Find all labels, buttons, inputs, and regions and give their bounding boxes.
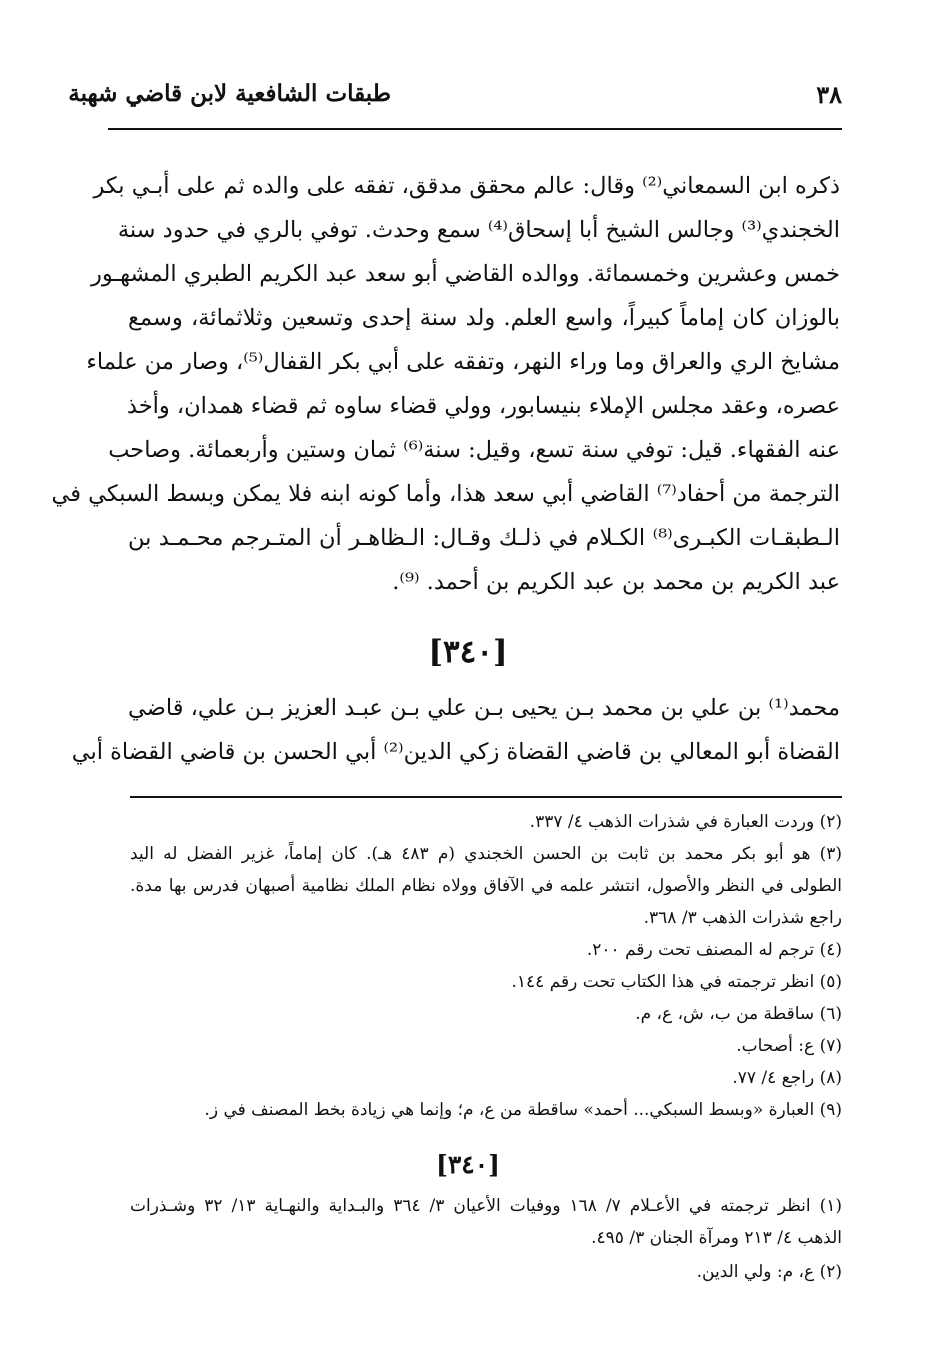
body-text-line: الترجمة من أحفاد⁽⁷⁾ القاضي أبي سعد هذا، وأما كونه ابنه فلا يمكن وبسط السبكي في	[51, 481, 840, 507]
page-number: ٣٨	[816, 80, 842, 109]
entry-text-line: القضاة أبو المعالي بن قاضي القضاة زكي الدين⁽²⁾ أبي الحسن بن قاضي القضاة أبي	[71, 739, 840, 765]
footnote-entry-number: [٣٤٠]	[436, 1150, 500, 1179]
footnote-rule	[130, 796, 842, 798]
footnote-line: (٥) انظر ترجمته في هذا الكتاب تحت رقم ١٤٤.	[511, 972, 842, 992]
footnote-line: (١) انظر ترجمته في الأعـلام ٧/ ١٦٨ ووفيات الأعيان ٣/ ٣٦٤ والبـداية والنهـاية ١٣/ ٣٢ وشـذرات	[130, 1196, 843, 1216]
body-text-line: الـطبقـات الكبـرى⁽⁸⁾ الكـلام في ذلـك وقـال: الـظاهـر أن المتـرجم محـمـد بن	[128, 525, 840, 551]
body-text-line: عبد الكريم بن محمد بن عبد الكريم بن أحمد. ⁽⁹⁾.	[392, 569, 840, 595]
footnote-line: (٢) ع، م: ولي الدين.	[696, 1262, 842, 1282]
body-text-line: خمس وعشرين وخمسمائة. ووالده القاضي أبو سعد عبد الكريم الطبري المشهـور	[90, 261, 840, 287]
footnote-line: (٨) راجع ٤/ ٧٧.	[732, 1068, 842, 1088]
footnote-line: (٢) وردت العبارة في شذرات الذهب ٤/ ٣٣٧.	[529, 812, 842, 832]
footnote-line: (٦) ساقطة من ب، ش، ع، م.	[635, 1004, 842, 1024]
footnote-line: راجع شذرات الذهب ٣/ ٣٦٨.	[643, 908, 842, 928]
body-text-line: ذكره ابن السمعاني⁽²⁾ وقال: عالم محقق مدقق، تفقه على والده ثم على أبـي بكر	[93, 173, 840, 199]
header-rule	[108, 128, 842, 130]
running-header-title: طبقات الشافعية لابن قاضي شهبة	[68, 80, 391, 107]
body-text-line: الخجندي⁽³⁾ وجالس الشيخ أبا إسحاق⁽⁴⁾ سمع وحدث. توفي بالري في حدود سنة	[117, 217, 840, 243]
footnote-line: الطولى في النظر والأصول، انتشر علمه في الآفاق وولاه نظام الملك نظامية أصبهان فدرس بها مدة.	[130, 876, 842, 896]
body-text-line: بالوزان كان إماماً كبيراً، واسع العلم. ولد سنة إحدى وتسعين وثلاثمائة، وسمع	[128, 305, 840, 331]
footnote-line: الذهب ٤/ ٢١٣ ومرآة الجنان ٣/ ٤٩٥.	[591, 1228, 842, 1248]
footnote-line: (٣) هو أبو بكر محمد بن ثابت بن الحسن الخجندي (م ٤٨٣ هـ). كان إماماً، غزير الفضل له اليد	[130, 844, 842, 864]
footnote-line: (٤) ترجم له المصنف تحت رقم ٢٠٠.	[586, 940, 842, 960]
entry-number-heading: [٣٤٠]	[428, 634, 508, 670]
body-text-line: عنه الفقهاء. قيل: توفي سنة تسع، وقيل: سنة⁽⁶⁾ ثمان وستين وأربعمائة. وصاحب	[108, 437, 840, 463]
body-text-line: مشايخ الري والعراق وما وراء النهر، وتفقه على أبي بكر القفال⁽⁵⁾، وصار من علماء	[86, 349, 840, 375]
footnote-line: (٧) ع: أصحاب.	[736, 1036, 842, 1056]
entry-text-line: محمد⁽¹⁾ بن علي بن محمد بـن يحيى بـن علي بـن عبـد العزيز بـن علي، قاضي	[128, 695, 840, 721]
body-text-line: عصره، وعقد مجلس الإملاء بنيسابور، وولي قضاء ساوه ثم قضاء همدان، وأخذ	[126, 393, 840, 419]
footnote-line: (٩) العبارة «وبسط السبكي... أحمد» ساقطة من ع، م؛ وإنما هي زيادة بخط المصنف في ز.	[204, 1100, 842, 1120]
